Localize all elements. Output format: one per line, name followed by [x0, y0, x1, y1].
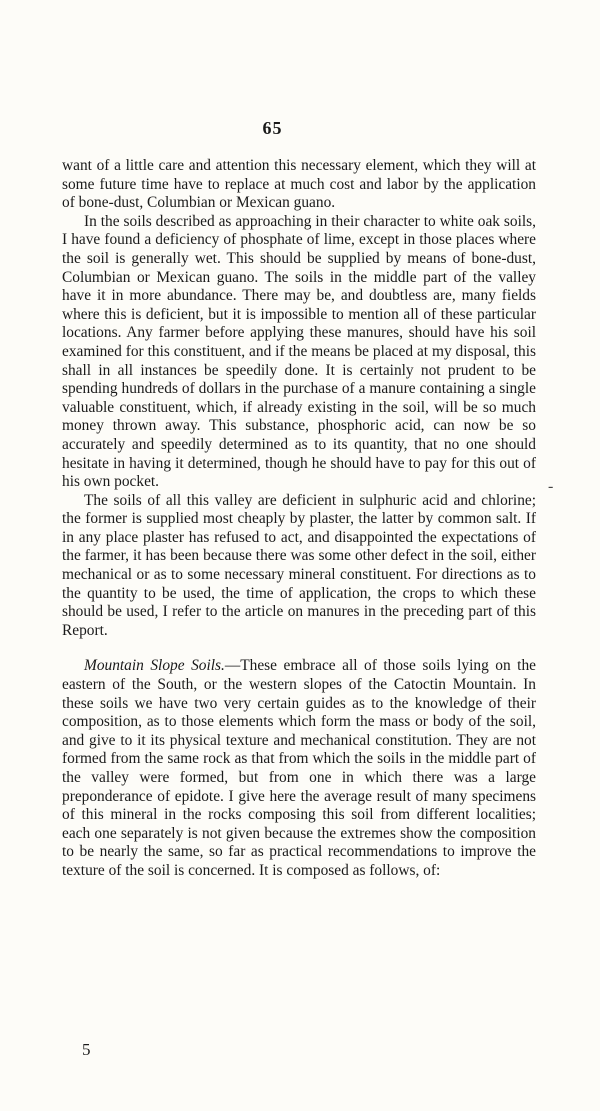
signature-mark: 5 — [82, 1040, 91, 1059]
section-heading: Mountain Slope Soils. — [84, 657, 225, 675]
section-text: —These embrace all of those soils lying on the eastern of the South, or the western slopes of the Catoctin Mountain. In these soils we have two very certain guides as to the knowledge of their composition, as to those elements which form the mass or body of the soil, and give to it its physical texture and mechanical constitution. They are not formed from the same rock as that from which the soils in the middle part of the valley were formed, but from one in which there was a large preponderance of epidote. I give here the average result of many specimens of this mineral in the rocks composing this soil from different localities; each one separately is not given because the extremes show the composition to be nearly the same, so far as practical recommendations to improve the texture of the soil is concerned. It is composed as follows, of: — [62, 657, 536, 879]
body-text — [62, 157, 536, 881]
paragraph: The soils of all this valley are deficient in sulphuric acid and chlorine; the former is supplied most cheaply by plaster, the latter by common salt. If in any place plaster has refused to act, and disappointed the expectations of the farmer, it has been because there was some other defect in the soil, either mechanical or as to some necessary mineral constituent. For directions as to the quantity to be used, the time of application, the crops to which these should be used, I refer to the article on manures in the preceding part of this Report. — [62, 491, 536, 639]
stray-mark: - — [548, 478, 554, 495]
paragraph: want of a little care and attention this necessary element, which they will at some future time have to replace at much cost and labor by the application of bone-dust, Columbian or Mexican guano. — [62, 157, 536, 212]
section-paragraph — [62, 657, 536, 880]
paragraph: In the soils described as approaching in their character to white oak soils, I have found a deficiency of phosphate of lime, except in those places where the soil is generally wet. This should be supplied by means of bone-dust, Columbian or Mexican guano. The soils in the middle part of the valley have it in more abundance. There may be, and doubtless are, many fields where this is deficient, but it is impossible to mention all of these particular locations. Any farmer before applying these manures, should have his soil examined for this constituent, and if the means be placed at my disposal, this shall in all instances be speedily done. It is certainly not prudent to be spending hundreds of dollars in the purchase of a manure containing a single valuable constituent, which, if already existing in the soil, will be so much money thrown away. This substance, phosphoric acid, can now be so accurately and speedily determined as to its quantity, that no one should hesitate in having it determined, though he should have to pay for this out of his own pocket. — [62, 212, 536, 491]
page-number: 65 — [262, 118, 283, 138]
